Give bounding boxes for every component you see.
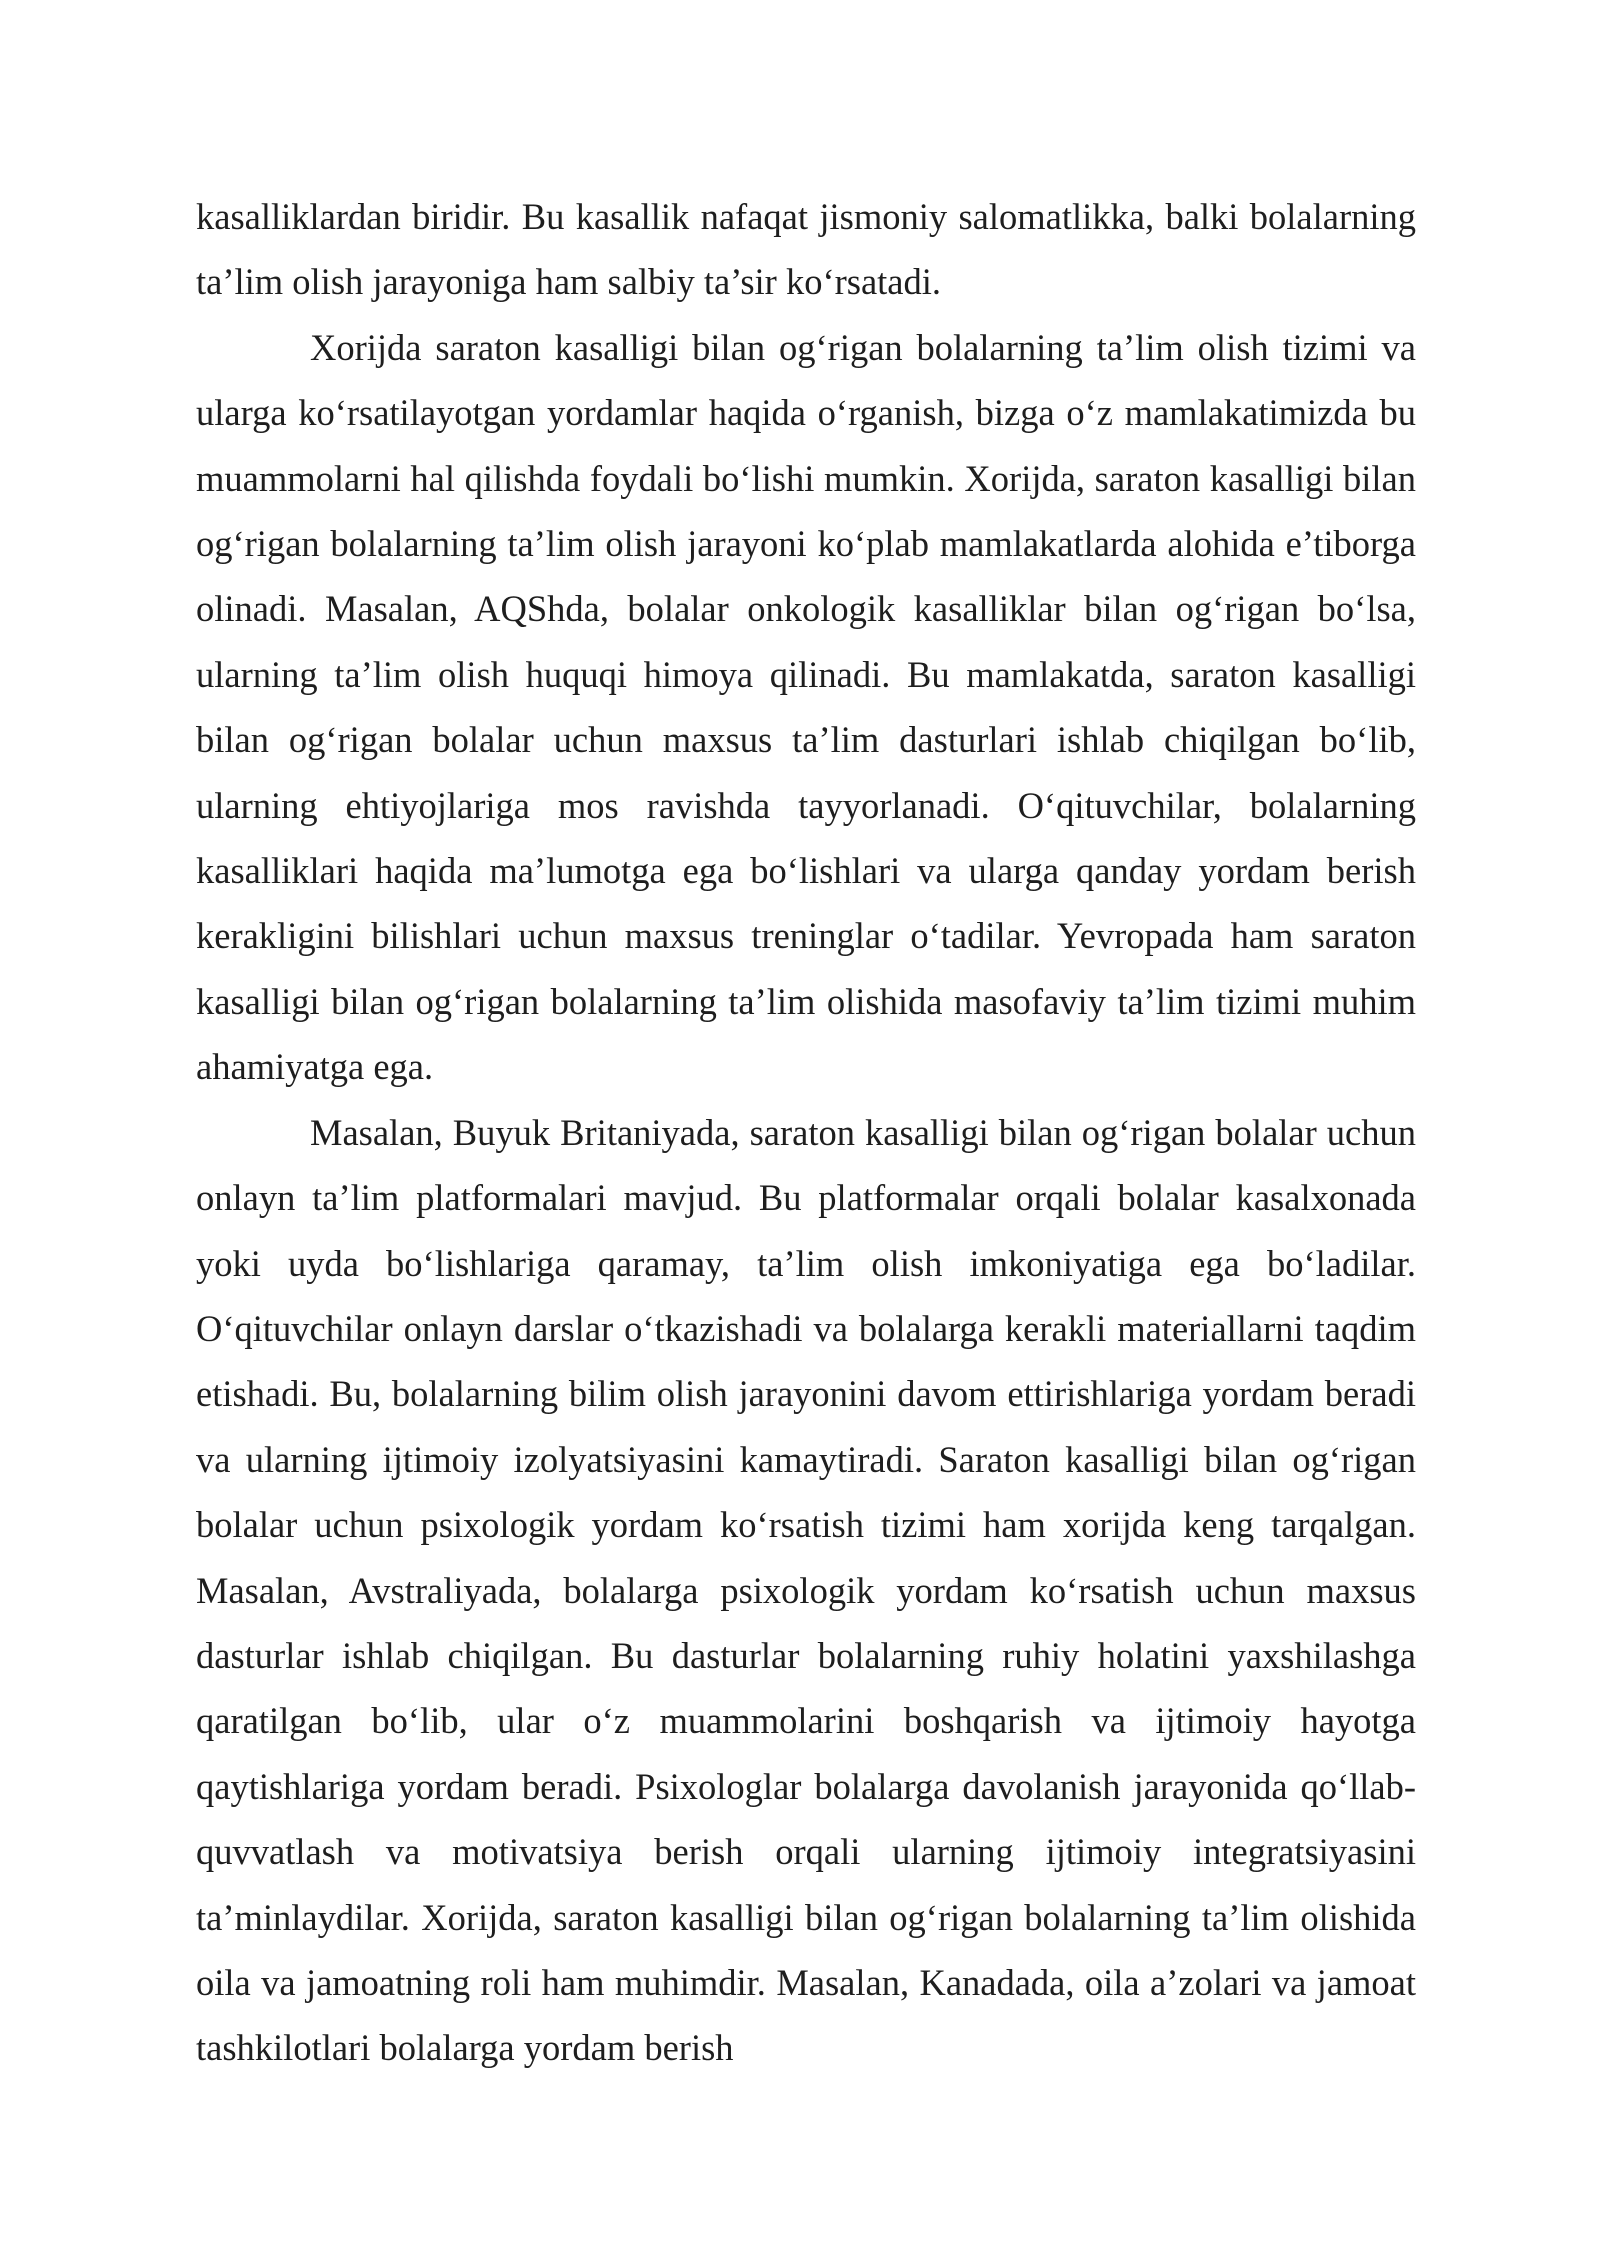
paragraph-foreign-education: Xorijda saraton kasalligi bilan og‘rigan bolalarning ta’lim olish tizimi va ularga ko‘rsatilayotgan yordamlar haqida o‘rganish, bizga o‘z mamlakatimizda bu muammolarni hal qilishda foydali bo‘lishi mumkin. Xorijda, saraton kasalligi bilan og‘rigan bolalarning ta’lim olish jarayoni ko‘plab mamlakatlarda alohida e’tiborga olinadi. Masalan, AQShda, bolalar onkologik kasalliklar bilan og‘rigan bo‘lsa, ularning ta’lim olish huquqi himoya qilinadi. Bu mamlakatda, saraton kasalligi bilan og‘rigan bolalar uchun maxsus ta’lim dasturlari ishlab chiqilgan bo‘lib, ularning ehtiyojlariga mos ravishda tayyorlanadi. O‘qituvchilar, bolalarning kasalliklari haqida ma’lumotga ega bo‘lishlari va ularga qanday yordam berish kerakligini bilishlari uchun maxsus treninglar o‘tadilar. Yevropada ham saraton kasalligi bilan og‘rigan bolalarning ta’lim olishida masofaviy ta’lim tizimi muhim ahamiyatga ega. xyxy=(196,326,1416,1088)
document-body xyxy=(196,184,1416,2081)
paragraph-continuation: kasalliklardan biridir. Bu kasallik nafaqat jismoniy salomatlikka, balki bolalarning ta’lim olish jarayoniga ham salbiy ta’sir ko‘rsatadi. xyxy=(196,196,1416,303)
paragraph-examples: Masalan, Buyuk Britaniyada, saraton kasalligi bilan og‘rigan bolalar uchun onlayn ta’lim platformalari mavjud. Bu platformalar orqali bolalar kasalxonada yoki uyda bo‘lishlariga qaramay, ta’lim olish imkoniyatiga ega bo‘ladilar. O‘qituvchilar onlayn darslar o‘tkazishadi va bolalarga kerakli materiallarni taqdim etishadi. Bu, bolalarning bilim olish jarayonini davom ettirishlariga yordam beradi va ularning ijtimoiy izolyatsiyasini kamaytiradi. Saraton kasalligi bilan og‘rigan bolalar uchun psixologik yordam ko‘rsatish tizimi ham xorijda keng tarqalgan. Masalan, Avstraliyada, bolalarga psixologik yordam ko‘rsatish uchun maxsus dasturlar ishlab chiqilgan. Bu dasturlar bolalarning ruhiy holatini yaxshilashga qaratilgan bo‘lib, ular o‘z muammolarini boshqarish va ijtimoiy hayotga qaytishlariga yordam beradi. Psixologlar bolalarga davolanish jarayonida qo‘llab-quvvatlash va motivatsiya berish orqali ularning ijtimoiy integratsiyasini ta’minlaydilar. Xorijda, saraton kasalligi bilan og‘rigan bolalarning ta’lim olishida oila va jamoatning roli ham muhimdir. Masalan, Kanadada, oila a’zolari va jamoat tashkilotlari bolalarga yordam berish xyxy=(196,1111,1416,2069)
